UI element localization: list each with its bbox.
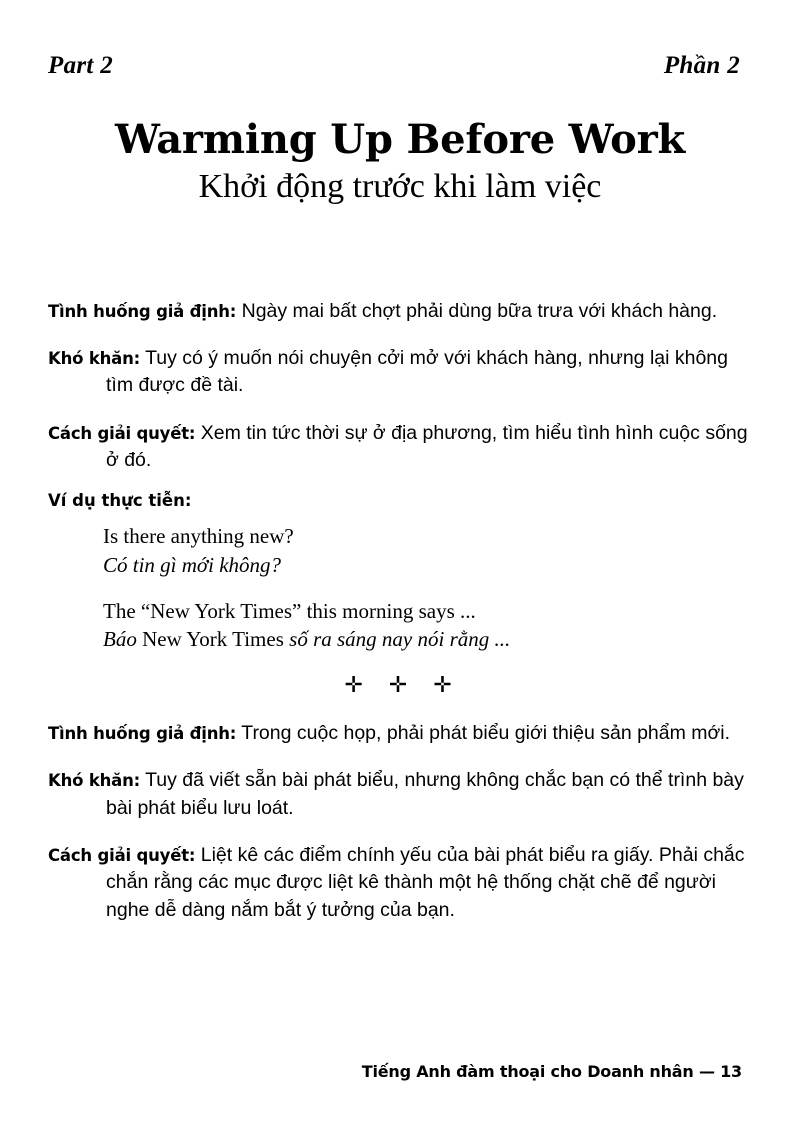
page-title-block xyxy=(0,118,800,208)
divider-glyph-2: ✛ xyxy=(388,672,434,698)
divider-glyph-1: ✛ xyxy=(344,672,389,698)
entry-difficulty-2 xyxy=(48,767,748,822)
divider-glyph-3: ✛ xyxy=(433,672,478,698)
entry-text: Xem tin tức thời sự ở địa phương, tìm hiểu tình hình cuộc sống ở đó. xyxy=(106,421,748,472)
entry-text: Ngày mai bất chợt phải dùng bữa trưa với khách hàng. xyxy=(236,299,718,322)
example-english: The “New York Times” this morning says ... xyxy=(103,599,476,624)
example-vietnamese-roman: New York Times xyxy=(142,627,284,652)
entry-solution-2 xyxy=(48,842,748,925)
entry-label: Khó khăn: xyxy=(48,770,141,790)
running-head-left: Part 2 xyxy=(48,52,113,79)
page-footer: Tiếng Anh đàm thoại cho Doanh nhân — 13 xyxy=(361,1062,742,1081)
page-title-vietnamese: Khởi động trước khi làm việc xyxy=(198,167,602,205)
section-divider xyxy=(48,672,748,698)
entry-text: Trong cuộc họp, phải phát biểu giới thiệu sản phẩm mới. xyxy=(236,721,731,744)
entry-label: Tình huống giả định: xyxy=(48,723,237,743)
example-item xyxy=(103,597,748,654)
section-one xyxy=(48,298,748,654)
section-two xyxy=(48,720,748,925)
example-vietnamese-part1: Có tin gì mới không? xyxy=(103,552,282,577)
entry-label: Tình huống giả định: xyxy=(48,301,237,321)
examples-heading: Ví dụ thực tiễn: xyxy=(48,490,192,510)
entry-label: Khó khăn: xyxy=(48,348,141,368)
entry-label: Cách giải quyết: xyxy=(48,423,196,443)
entry-text: Liệt kê các điểm chính yếu của bài phát biểu ra giấy. Phải chắc chắn rằng các mục được liệt kê thành một hệ thống chặt chẽ để người nghe dễ dàng nắm bắt ý tưởng của bạn. xyxy=(106,843,745,922)
entry-text: Tuy có ý muốn nói chuyện cởi mở với khách hàng, nhưng lại không tìm được đề tài. xyxy=(106,346,728,397)
example-vietnamese xyxy=(103,551,748,579)
example-english: Is there anything new? xyxy=(103,524,294,549)
entry-text: Tuy đã viết sẵn bài phát biểu, nhưng không chắc bạn có thể trình bày bài phát biểu lưu loát. xyxy=(106,768,744,819)
entry-situation-1 xyxy=(48,298,748,326)
running-head xyxy=(48,52,740,80)
document-body xyxy=(48,278,748,936)
example-item xyxy=(103,522,748,579)
entry-solution-1 xyxy=(48,420,748,475)
entry-difficulty-1 xyxy=(48,345,748,400)
entry-label: Cách giải quyết: xyxy=(48,845,196,865)
page-title-english: Warming Up Before Work xyxy=(114,116,686,163)
example-vietnamese xyxy=(103,625,748,653)
example-vietnamese-part1: Báo xyxy=(103,627,143,652)
running-head-right: Phần 2 xyxy=(663,52,740,79)
examples-list xyxy=(103,522,748,653)
example-vietnamese-part2: số ra sáng nay nói rằng ... xyxy=(283,627,511,652)
entry-situation-2 xyxy=(48,720,748,748)
